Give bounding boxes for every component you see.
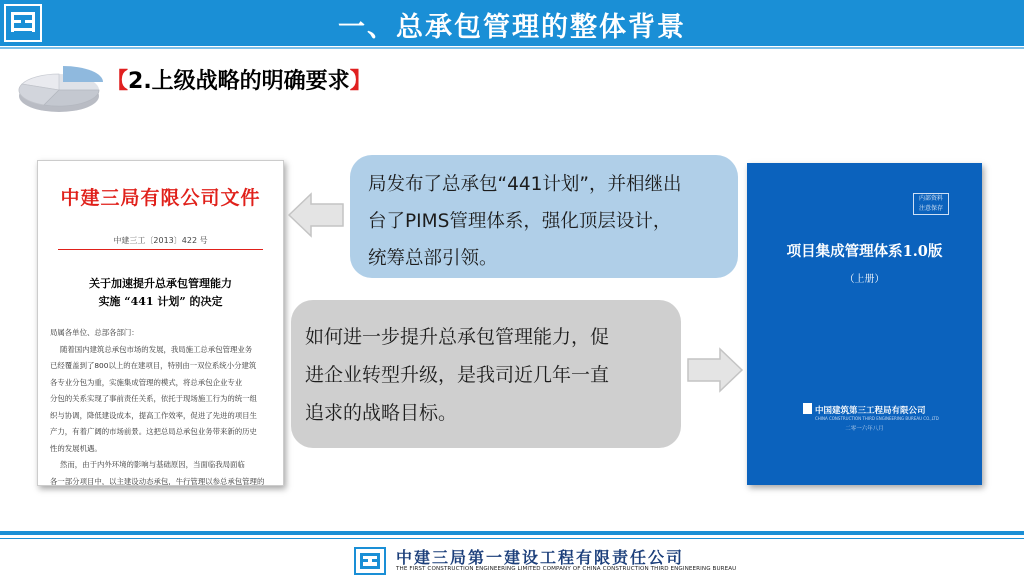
book-tag-line: 注意保存	[918, 205, 943, 212]
section-label: 2.上级战略的明确要求	[128, 69, 350, 94]
callout-top-line: 统筹总部引领。	[368, 248, 498, 269]
book-company: 中国建筑第三工程局有限公司	[815, 406, 926, 416]
book-subtitle: （上册）	[844, 274, 885, 285]
document-red-rule	[58, 249, 263, 250]
callout-top	[350, 155, 738, 278]
document-title: 中建三局有限公司文件	[60, 187, 261, 209]
footer-company-name: 中建三局第一建设工程有限责任公司	[396, 548, 685, 567]
document-heading-line: 关于加速提升总承包管理能力	[89, 277, 232, 290]
book-date: 二零一六年八月	[845, 426, 884, 432]
header-bar	[0, 0, 1024, 46]
document-body-line: 然而，由于内外环境的影响与基础原因，当面临我局面临	[60, 460, 245, 469]
page-title: 一、总承包管理的整体背景	[338, 12, 686, 43]
callout-bottom-line: 追求的战略目标。	[305, 402, 458, 424]
document-number: 中建三工〔2013〕422 号	[113, 236, 208, 245]
pie-chart-icon	[14, 50, 104, 120]
document-image	[37, 160, 284, 486]
document-body-line: 性的发展机遇。	[50, 443, 102, 453]
arrow-right-icon	[686, 347, 744, 393]
document-body-line: 已经覆盖到了800以上的在建项目，特别由一双位系统小分建筑	[50, 361, 257, 370]
book-tag-line: 内部资料	[918, 195, 943, 202]
footer-divider-thin	[0, 538, 1024, 539]
bracket-close: 】	[349, 69, 372, 94]
bracket-open: 【	[106, 69, 129, 94]
callout-bottom-line: 进企业转型升级，是我司近几年一直	[305, 364, 610, 386]
book-company-en: CHINA CONSTRUCTION THIRD ENGINEERING BUREAU CO.,LTD	[815, 416, 939, 421]
callout-bottom	[291, 300, 681, 448]
document-body-line: 各专业分包为重，实施集成管理的模式，将总承包企业专业	[50, 377, 243, 387]
book-tag	[913, 193, 949, 215]
document-body-line: 产力，有着广阔的市场前景。这把总局总承包业务带来新的历史	[50, 427, 257, 436]
book-title: 项目集成管理体系1.0版	[786, 243, 943, 260]
callout-top-line: 局发布了总承包“441计划”，并相继出	[368, 174, 682, 195]
document-body-line: 局属各单位、总部各部门：	[50, 328, 139, 337]
arrow-left-icon	[287, 192, 345, 238]
document-body-line: 各一部分项目中，以主建设动态承包，牛行管理以参总承包管理的	[50, 476, 265, 486]
header-divider	[0, 47, 1024, 49]
footer-divider-thick	[0, 531, 1024, 535]
document-body-line: 织与协调，降低建设成本，提高工作效率，促进了先进的项目生	[50, 410, 257, 420]
footer-logo-icon	[354, 547, 386, 575]
section-subtitle	[106, 64, 372, 95]
footer-company-name-en: THE FIRST CONSTRUCTION ENGINEERING LIMITED COMPANY OF CHINA CONSTRUCTION THIRD ENGINEERING BUREAU	[396, 566, 737, 572]
book-company-logo-icon	[803, 403, 812, 414]
document-heading	[38, 275, 283, 311]
document-body-line: 随着国内建筑总承包市场的发展，我局施工总承包管理业务	[60, 344, 253, 354]
callout-top-line: 台了PIMS管理体系，强化顶层设计，	[368, 211, 672, 232]
document-body	[50, 325, 273, 486]
callout-bottom-line: 如何进一步提升总承包管理能力，促	[305, 326, 610, 348]
document-body-line: 分包的关系实现了事前责任关系，依托于现场施工行为的统一组	[50, 394, 257, 403]
book-cover-image	[747, 163, 982, 485]
document-heading-line: 实施 “441 计划” 的决定	[98, 295, 223, 308]
